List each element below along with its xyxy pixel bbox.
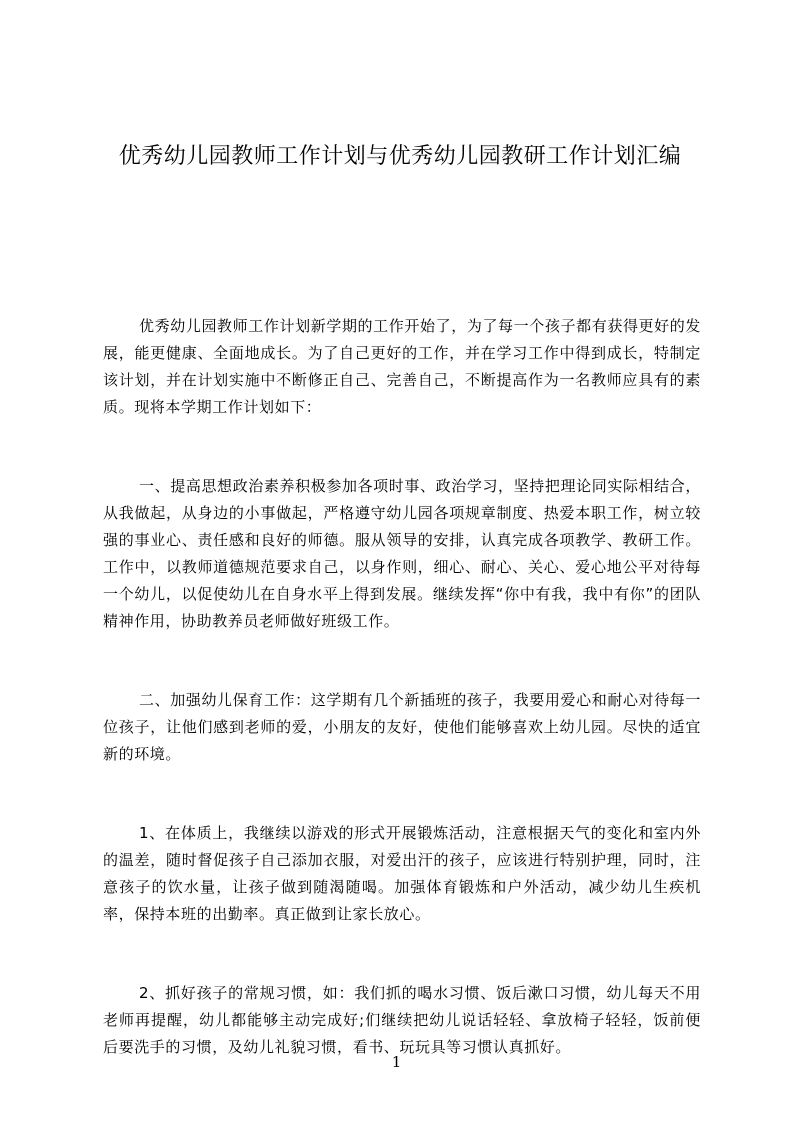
page-number: 1 — [391, 1053, 402, 1071]
document-body — [103, 313, 701, 1113]
paragraph-section-one: 一、提高思想政治素养积极参加各项时事、政治学习，坚持把理论同实际相结合，从我做起，从身边的小事做起，严格遵守幼儿园各项规章制度、热爱本职工作，树立较强的事业心、责任感和良好的师德。服从领导的安排，认真完成各项教学、教研工作。工作中，以教师道德规范要求自己，以身作则，细心、耐心、关心、爱心地公平对待每一个幼儿，以促使幼儿在自身水平上得到发展。继续发挥“你中有我，我中有你”的团队精神作用，协助教养员老师做好班级工作。 — [103, 477, 701, 630]
document-title: 优秀幼儿园教师工作计划与优秀幼儿园教研工作计划汇编 — [118, 144, 682, 169]
paragraph-item-two: 2、抓好孩子的常规习惯，如：我们抓的喝水习惯、饭后漱口习惯，幼儿每天不用老师再提醒，幼儿都能够主动完成好;们继续把幼儿说话轻轻、拿放椅子轻轻，饭前便后要洗手的习惯，及幼儿礼貌习惯，看书、玩玩具等习惯认真抓好。 — [103, 984, 701, 1056]
paragraph-intro: 优秀幼儿园教师工作计划新学期的工作开始了，为了每一个孩子都有获得更好的发展，能更健康、全面地成长。为了自己更好的工作，并在学习工作中得到成长，特制定该计划，并在计划实施中不断修正自己、完善自己，不断提高作为一名教师应具有的素质。现将本学期工作计划如下： — [103, 317, 701, 416]
paragraph-section-two: 二、加强幼儿保育工作：这学期有几个新插班的孩子，我要用爱心和耐心对待每一位孩子，让他们感到老师的爱，小朋友的友好，使他们能够喜欢上幼儿园。尽快的适宜新的环境。 — [103, 691, 701, 763]
paragraph-item-one: 1、在体质上，我继续以游戏的形式开展锻炼活动，注意根据天气的变化和室内外的温差，随时督促孩子自己添加衣服，对爱出汗的孩子，应该进行特别护理，同时，注意孩子的饮水量，让孩子做到随渴随喝。加强体育锻炼和户外活动，减少幼儿生疾机率，保持本班的出勤率。真正做到让家长放心。 — [103, 824, 701, 923]
